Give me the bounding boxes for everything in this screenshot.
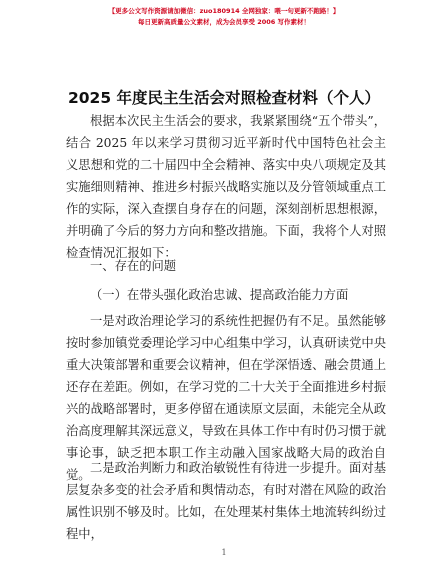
banner-line-subscribe: 每日更新高质量公文素材，成为会员享受 2006 写作素材！ [137, 18, 311, 26]
banner-line-promo: 【更多公文写作资源请加微信：zuo180914 全网独家：喂一句更新不跑路！】 [108, 7, 340, 15]
paragraph-theory-study: 一是对政治理论学习的系统性把握仍有不足。虽然能够按时参加镇党委理论学习中心组集中学习，认真研读党中央重大决策部署和重要会议精神，但在学深悟透、融会贯通上还存在差距。例如，在学习党的二十大关于全面推进乡村振兴的战略部署时，更多停留在通读原文层面，未能完全从政治高度理解其深远意义，导致在具体工作中有时仍习惯于就事论事，缺乏把本职工作主动融入国家战略大局的政治自觉。 [66, 314, 386, 482]
subsection-heading-political-loyalty: （一）在带头强化政治忠诚、提高政治能力方面 [90, 288, 349, 302]
page-number: 1 [221, 548, 227, 557]
paragraph-political-judgment: 二是政治判断力和政治敏锐性有待进一步提升。面对基层复杂多变的社会矛盾和舆情动态，有时对潜在风险的政治属性识别不够及时。比如，在处理某村集体土地流转纠纷过程中， [66, 461, 386, 541]
section-heading-problems: 一、存在的问题 [90, 259, 177, 273]
intro-paragraph: 根据本次民主生活会的要求，我紧紧围绕“五个带头”，结合 2025 年以来学习贯彻习近平新时代中国特色社会主义思想和党的二十届四中全会精神、落实中央八项规定及其实施细则精神、推进乡村振兴战略实施以及分管领域重点工作的实际，深入查摆自身存在的问题，深刻剖析思想根源，并明确了今后的努力方向和整改措施。下面，我将个人对照检查情况汇报如下： [66, 114, 386, 260]
document-title: 2025 年度民主生活会对照检查材料（个人） [67, 89, 381, 107]
